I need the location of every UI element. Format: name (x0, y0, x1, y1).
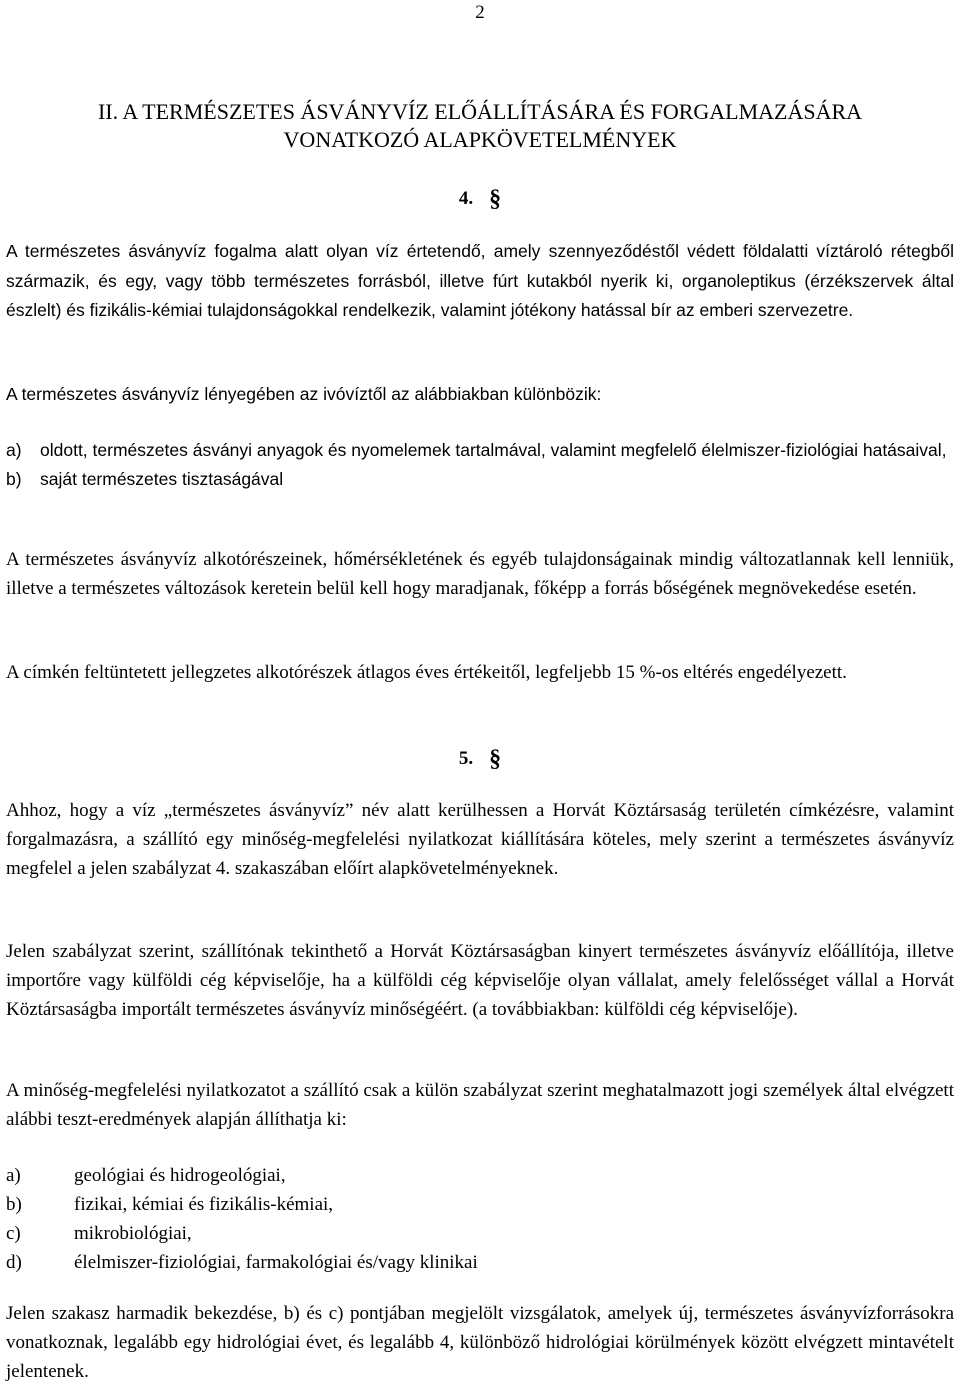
section-5-number: 5. (458, 748, 474, 769)
list-marker: b) (6, 1194, 22, 1215)
declaration-paragraph: Ahhoz, hogy a víz „természetes ásványvíz” név alatt kerülhessen a Horvát Köztársaság területén címkézésre, valamint forgalmazásra, a szállító egy minőség-megfelelési nyilatkozat kiállítására köteles, mely szerint a természetes ásványvíz megfelel a jelen szabályzat 4. szakaszában előírt alapkövetelményeknek. (6, 800, 954, 879)
list-marker: a) (6, 1165, 21, 1186)
definition-paragraph: A természetes ásványvíz fogalma alatt olyan víz értetendő, amely szennyeződéstől védett földalatti víztároló rétegből származik, és egy, vagy több természetes forrásból, illetve fúrt kutakból nyerik ki, organoleptikus (érzékszervek által észlelt) és fizikális-kémiai tulajdonságokkal rendelkezik, valamint jótékony hatással bír az emberi szervezetre. (6, 241, 954, 320)
list-item (6, 1248, 954, 1277)
section-4-heading (0, 184, 960, 212)
list-item-text: geológiai és hidrogeológiai, (74, 1165, 286, 1186)
tests-list (6, 1161, 954, 1277)
constancy-paragraph: A természetes ásványvíz alkotórészeinek, hőmérsékletének és egyéb tulajdonságainak mindig változatlannak kell lenniük, illetve a természetes változások keretein belül kell hogy maradjanak, főképp a forrás bőségének megnövekedése esetén. (6, 549, 954, 599)
list-item-text: mikrobiológiai, (74, 1223, 192, 1244)
tolerance-paragraph: A címkén feltüntetett jellegzetes alkotórészek átlagos éves értékeitől, legfeljebb 15 %-os eltérés engedélyezett. (6, 662, 847, 683)
differs-intro-paragraph: A természetes ásványvíz lényegében az ivóvíztől az alábbiakban különbözik: (6, 384, 602, 404)
chapter-heading (0, 98, 960, 154)
section-symbol: § (489, 746, 502, 772)
list-marker: c) (6, 1223, 21, 1244)
section-4-number: 4. (458, 188, 474, 209)
tests-intro-paragraph: A minőség-megfelelési nyilatkozatot a szállító csak a külön szabályzat szerint meghatalmazott jogi személyek által elvégzett alábbi teszt-eredmények alapján állíthatja ki: (6, 1080, 954, 1130)
list-item-text: fizikai, kémiai és fizikális-kémiai, (74, 1194, 334, 1215)
list-marker: b) (6, 469, 22, 489)
list-item-text: oldott, természetes ásványi anyagok és nyomelemek tartalmával, valamint megfelelő élelmiszer-fiziológiai hatásaival, (40, 440, 947, 460)
list-item (6, 1161, 954, 1190)
list-marker: a) (6, 440, 22, 460)
chapter-heading-line-2: VONATKOZÓ ALAPKÖVETELMÉNYEK (283, 127, 677, 152)
differs-list (6, 436, 954, 494)
list-item (6, 465, 954, 494)
list-item-text: élelmiszer-fiziológiai, farmakológiai és/vagy klinikai (74, 1252, 478, 1273)
chapter-heading-line-1: II. A TERMÉSZETES ÁSVÁNYVÍZ ELŐÁLLÍTÁSÁRA ÉS FORGALMAZÁSÁRA (97, 99, 863, 124)
section-5-heading (0, 744, 960, 772)
supplier-paragraph: Jelen szabályzat szerint, szállítónak tekinthető a Horvát Köztársaságban kinyert természetes ásványvíz előállítója, illetve importőre vagy külföldi cég képviselője, ha a külföldi cég képviselője olyan vállalat, amely felelősséget vállal a Horvát Köztársaságba importált természetes ásványvíz minőségéért. (a továbbiakban: külföldi cég képviselője). (6, 941, 954, 1020)
list-item (6, 436, 954, 465)
closing-paragraph: Jelen szakasz harmadik bekezdése, b) és c) pontjában megjelölt vizsgálatok, amelyek új, természetes ásványvízforrásokra vonatkoznak, legalább egy hidrológiai évet, és legalább 4, különböző hidrológiai körülmények között elvégzett mintavételt jelentenek. (6, 1303, 954, 1382)
section-symbol: § (489, 186, 502, 212)
page-number: 2 (475, 2, 485, 23)
list-item (6, 1219, 954, 1248)
list-item (6, 1190, 954, 1219)
list-item-text: saját természetes tisztaságával (40, 469, 284, 489)
list-marker: d) (6, 1252, 22, 1273)
